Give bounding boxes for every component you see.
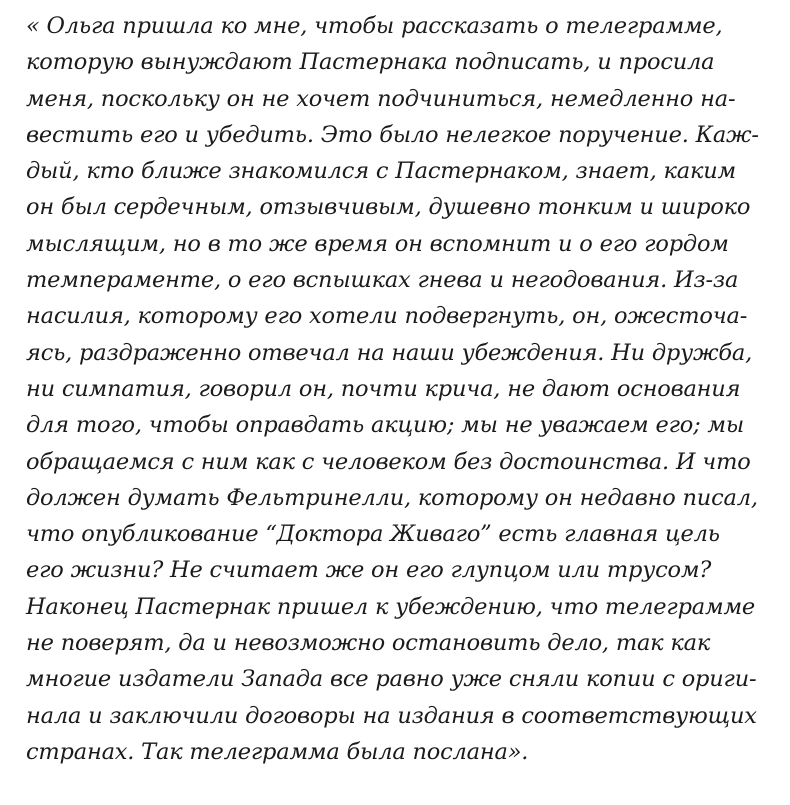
text-line: для того, чтобы оправдать акцию; мы не уважаем его; мы [26, 412, 745, 439]
text-line: « Ольга пришла ко мне, чтобы рассказать о телеграмме, [26, 13, 723, 39]
text-line: нала и заключили договоры на издания в соответствующих [26, 702, 757, 729]
text-line: что опубликование “Доктора Живаго” есть главная цель [26, 521, 720, 548]
text-line: он был сердечным, отзывчивым, душевно тонким и широко [26, 194, 751, 221]
text-line: мыслящим, но в то же время он вспомнит и о его гордом [26, 230, 729, 257]
text-line: многие издатели Запада все равно уже сняли копии с ориги- [26, 666, 757, 693]
text-line: ни симпатия, говорил он, почти крича, не дают основания [26, 375, 741, 402]
text-line: насилия, которому его хотели подвергнуть, он, ожесточа- [26, 303, 748, 330]
text-line: ясь, раздраженно отвечал на наши убеждения. Ни дружба, [26, 339, 753, 366]
text-line: не поверят, да и невозможно остановить дело, так как [26, 630, 711, 657]
text-line: Наконец Пастернак пришел к убеждению, что телеграмме [26, 593, 756, 620]
text-line: странах. Так телеграмма была послана». [26, 738, 529, 765]
text-line: обращаемся с ним как с человеком без достоинства. И что [26, 448, 751, 475]
quote-paragraph [26, 8, 776, 770]
text-line: его жизни? Не считает же он его глупцом или трусом? [26, 557, 712, 584]
text-line: темпераменте, о его вспышках гнева и негодования. Из-за [26, 267, 739, 294]
text-line: дый, кто ближе знакомился с Пастернаком, знает, каким [26, 158, 736, 185]
text-line: меня, поскольку он не хочет подчиниться, немедленно на- [26, 85, 736, 112]
text-line: которую вынуждают Пастернака подписать, и просила [26, 49, 715, 76]
text-line: должен думать Фельтринелли, которому он недавно писал, [26, 484, 758, 511]
text-line: вестить его и убедить. Это было нелегкое поручение. Каж- [26, 121, 759, 148]
